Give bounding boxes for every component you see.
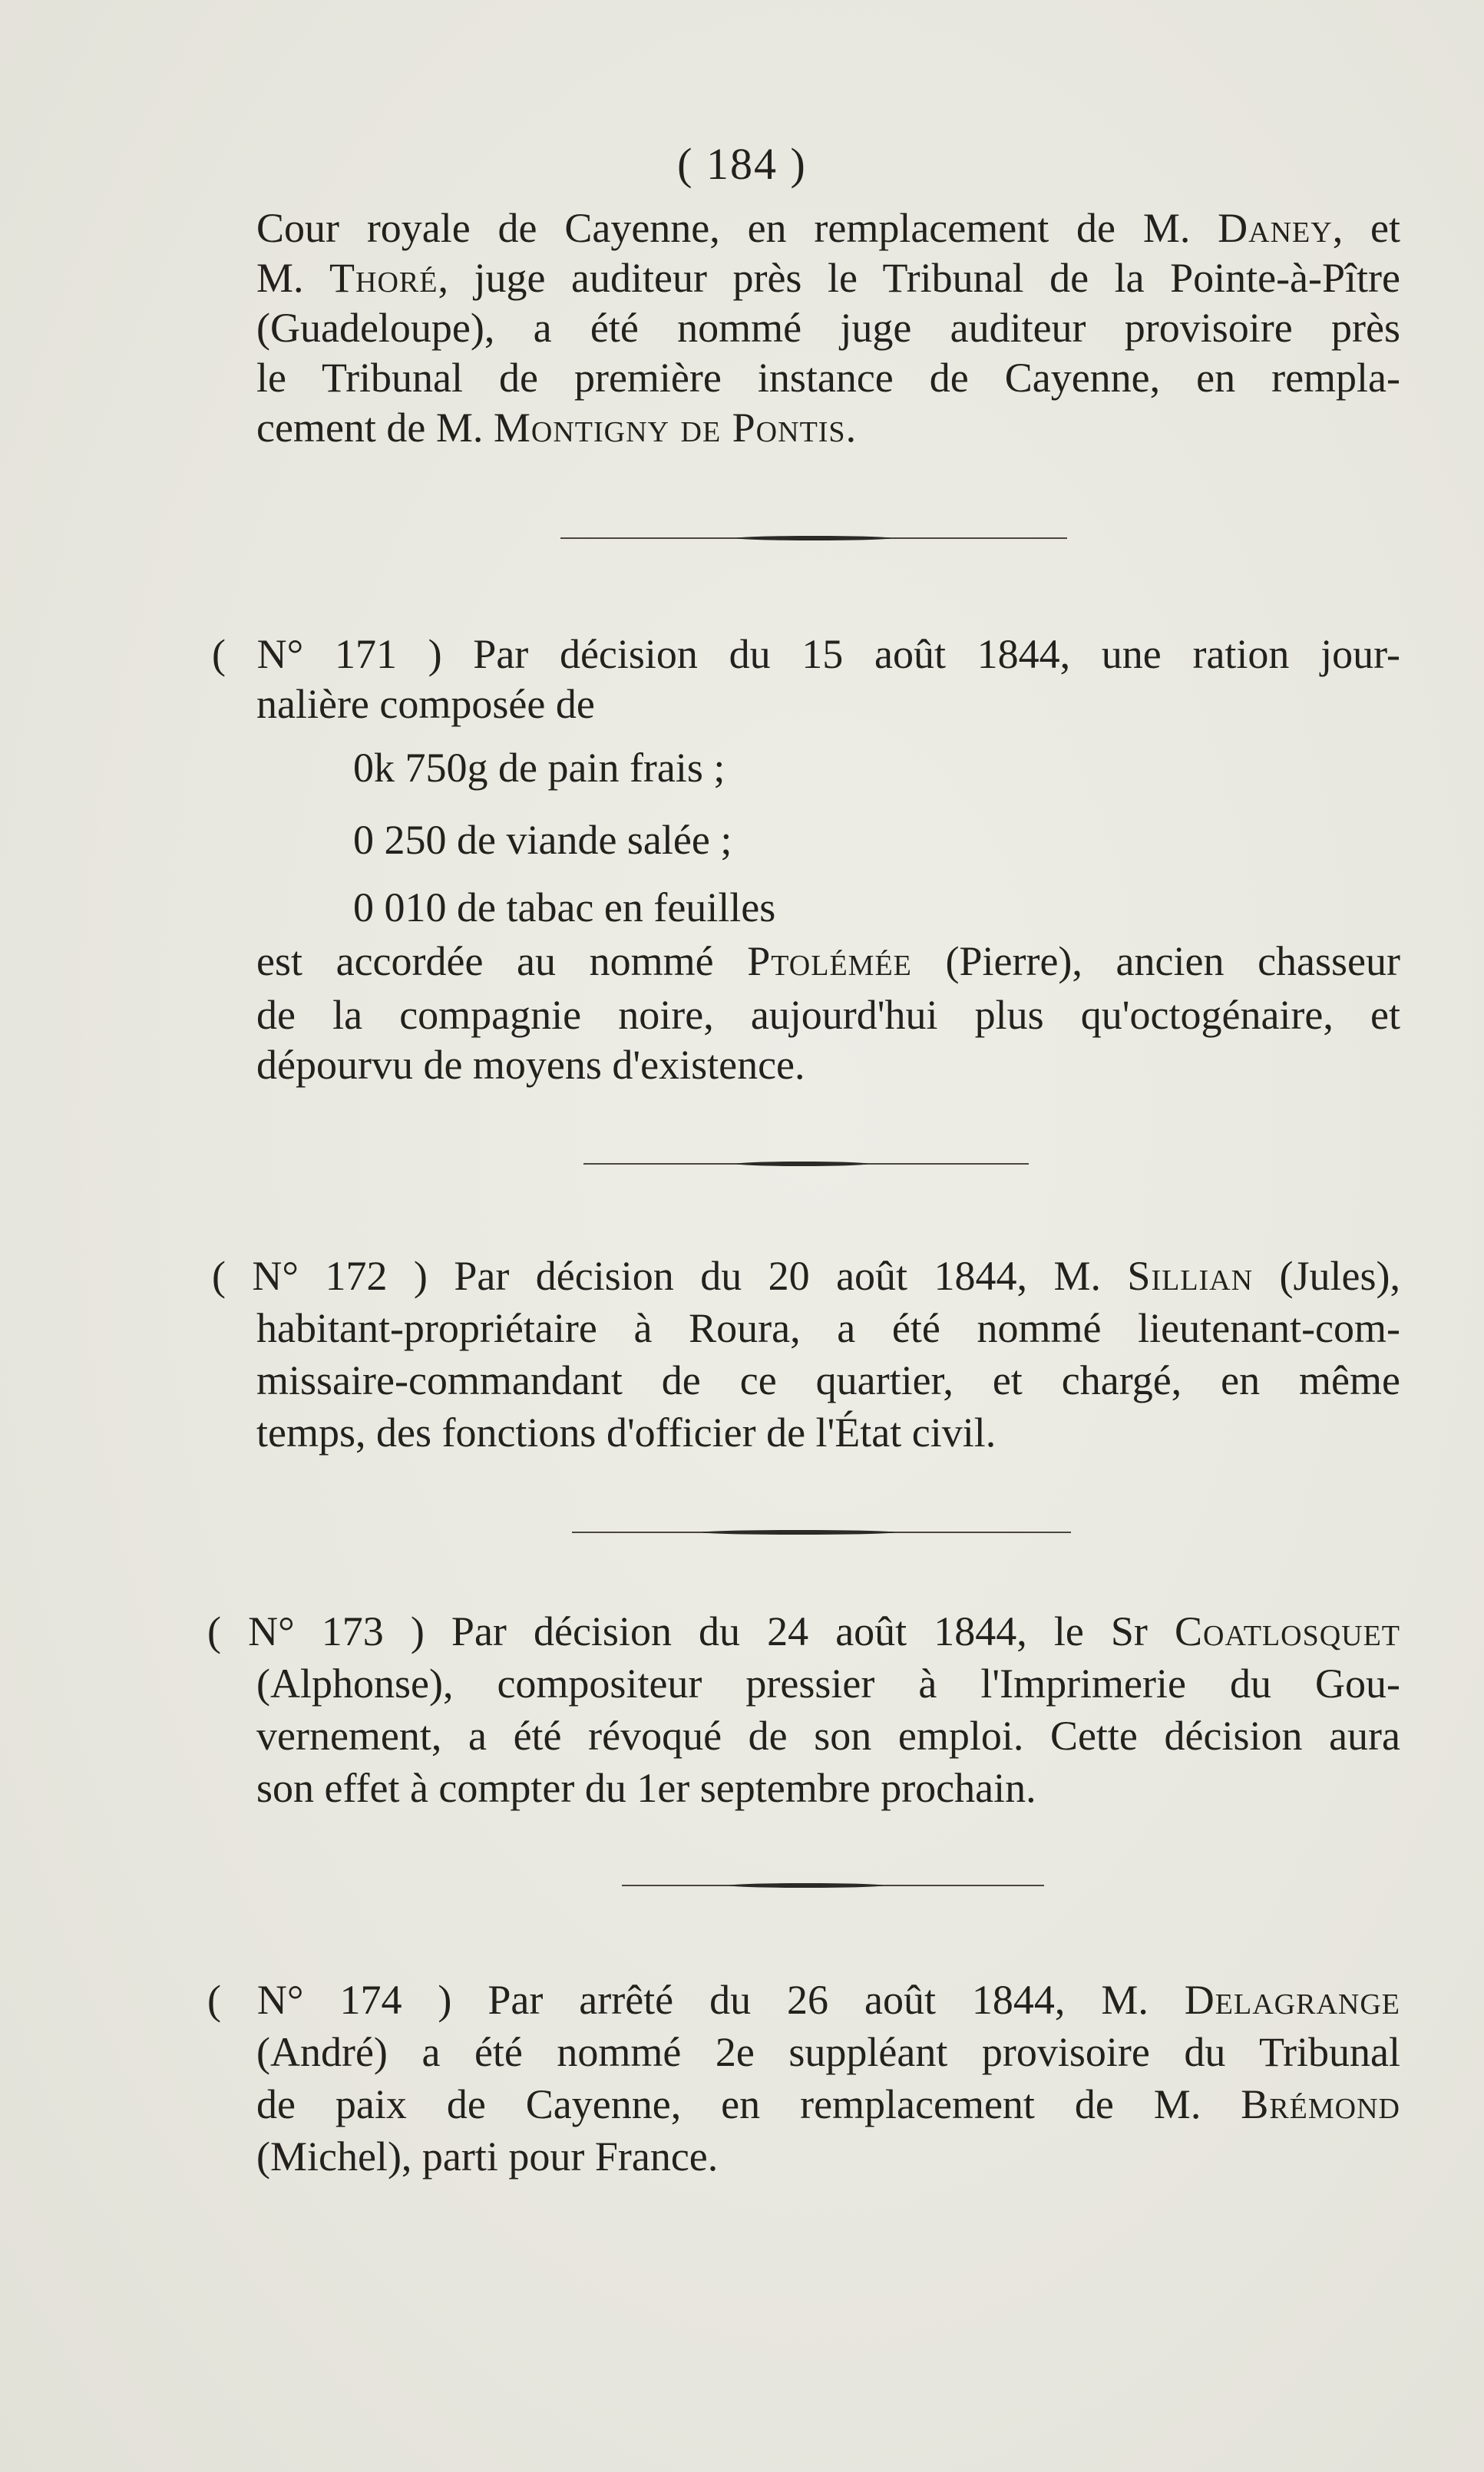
- text: , juge auditeur près le Tribunal de la Pointe-à-Pître: [438, 255, 1400, 301]
- entry-first-line: [207, 1607, 1400, 1656]
- entry-first-line: [212, 630, 1400, 679]
- person-name: Sillian: [1127, 1253, 1254, 1299]
- ration-label: de viande salée ;: [457, 817, 732, 863]
- entry-first-line: [207, 1975, 1400, 2024]
- ration-item: [353, 815, 732, 864]
- text: Par décision du 20 août 1844, M.: [454, 1253, 1128, 1299]
- ration-item: [353, 743, 725, 792]
- entry-number: ( N° 174 ): [207, 1977, 452, 2023]
- entry-line: (Michel), parti pour France.: [256, 2133, 719, 2180]
- text: Par arrêté du 26 août 1844, M.: [488, 1977, 1185, 2023]
- text: de paix de Cayenne, en remplacement de M.: [256, 2081, 1241, 2127]
- text: est accordée au nommé: [256, 938, 748, 984]
- text: , et: [1332, 205, 1400, 251]
- intro-line-1: [256, 203, 1400, 253]
- entry-line: son effet à compter du 1er septembre prochain.: [256, 1765, 1036, 1811]
- text: M.: [256, 255, 330, 301]
- text: .: [845, 405, 857, 451]
- entry-number: ( N° 171 ): [212, 631, 442, 677]
- entry-line: [256, 2080, 1400, 2129]
- ration-label: de tabac en feuilles: [457, 884, 776, 930]
- intro-line-2: [256, 253, 1400, 302]
- ration-quantity: 0 010: [353, 884, 447, 930]
- entry-first-line: [212, 1251, 1400, 1300]
- text: (Pierre), ancien chasseur: [911, 938, 1400, 984]
- person-name: Coatlosquet: [1175, 1608, 1401, 1654]
- text: Cour royale de Cayenne, en remplacement de M.: [256, 205, 1218, 251]
- entry-line: (André) a été nommé 2e suppléant provisoire du Tribunal: [256, 2029, 1400, 2075]
- page-number: ( 184 ): [677, 139, 807, 189]
- person-name: Thoré: [329, 255, 438, 301]
- entry-line: nalière composée de: [256, 681, 595, 727]
- person-name: Daney: [1218, 205, 1333, 251]
- intro-line-5: [256, 403, 856, 452]
- person-name: Delagrange: [1184, 1977, 1400, 2023]
- person-name: Brémond: [1241, 2081, 1400, 2127]
- text: cement de M.: [256, 405, 494, 451]
- section-divider: [560, 537, 1067, 539]
- ration-quantity: 0 250: [353, 817, 447, 863]
- ration-item: [353, 883, 775, 932]
- text: (Jules),: [1253, 1253, 1400, 1299]
- section-divider: [572, 1532, 1071, 1533]
- person-name: Montigny de Pontis: [493, 405, 846, 451]
- entry-line: habitant-propriétaire à Roura, a été nommé lieutenant-com-: [256, 1305, 1400, 1351]
- entry-line: dépourvu de moyens d'existence.: [256, 1042, 805, 1088]
- entry-line: (Alphonse), compositeur pressier à l'Imprimerie du Gou-: [256, 1661, 1400, 1707]
- section-divider: [622, 1885, 1044, 1886]
- section-divider: [583, 1163, 1029, 1165]
- entry-number: ( N° 172 ): [212, 1253, 428, 1299]
- text: Par décision du 24 août 1844, le Sr: [451, 1608, 1175, 1654]
- ration-quantity: 0k 750g: [353, 745, 488, 791]
- entry-line: missaire-commandant de ce quartier, et chargé, en même: [256, 1357, 1400, 1403]
- intro-line-3: (Guadeloupe), a été nommé juge auditeur provisoire près: [256, 305, 1400, 351]
- ration-label: de pain frais ;: [498, 745, 725, 791]
- person-name: Ptolémée: [747, 938, 912, 984]
- intro-line-4: le Tribunal de première instance de Cayenne, en rempla-: [256, 355, 1400, 401]
- text: Par décision du 15 août 1844, une ration jour-: [473, 631, 1400, 677]
- entry-line: vernement, a été révoqué de son emploi. Cette décision aura: [256, 1713, 1400, 1759]
- entry-line: de la compagnie noire, aujourd'hui plus qu'octogénaire, et: [256, 992, 1400, 1038]
- entry-line: [256, 937, 1400, 986]
- entry-number: ( N° 173 ): [207, 1608, 425, 1654]
- entry-line: temps, des fonctions d'officier de l'État civil.: [256, 1410, 996, 1456]
